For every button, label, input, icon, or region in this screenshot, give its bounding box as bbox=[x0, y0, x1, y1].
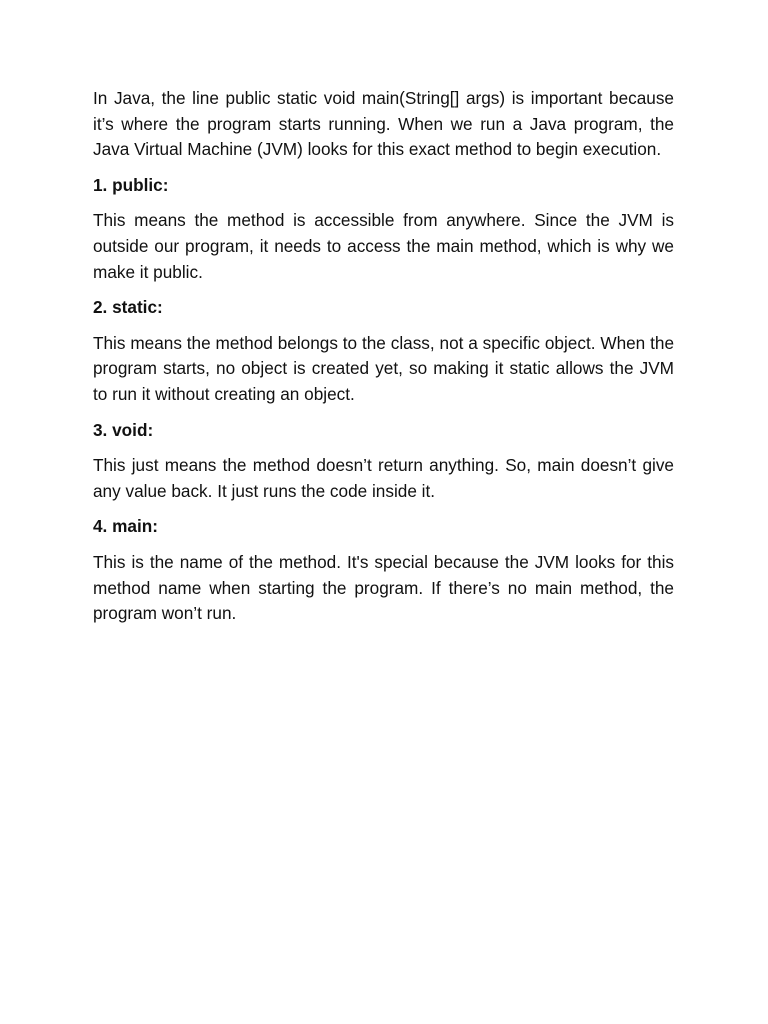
section-heading-static: 2. static: bbox=[93, 297, 163, 318]
document-page bbox=[93, 86, 674, 637]
section-heading-main: 4. main: bbox=[93, 516, 158, 537]
section-body-main: This is the name of the method. It's special because the JVM looks for this method name when starting the program. If there’s no main method, the program won’t run. bbox=[93, 551, 674, 624]
section-body-public: This means the method is accessible from anywhere. Since the JVM is outside our program, it needs to access the main method, which is why we make it public. bbox=[93, 210, 674, 282]
section-heading-public: 1. public: bbox=[93, 174, 169, 195]
intro-paragraph: In Java, the line public static void main(String[] args) is important because it’s where the program starts running. When we run a Java program, the Java Virtual Machine (JVM) looks for this exact method to begin execution. bbox=[93, 88, 674, 160]
section-body-void: This just means the method doesn’t return anything. So, main doesn’t give any value back. It just runs the code inside it. bbox=[93, 455, 674, 501]
section-body-static: This means the method belongs to the class, not a specific object. When the program starts, no object is created yet, so making it static allows the JVM to run it without creating an object. bbox=[93, 332, 674, 404]
section-heading-void: 3. void: bbox=[93, 419, 154, 440]
